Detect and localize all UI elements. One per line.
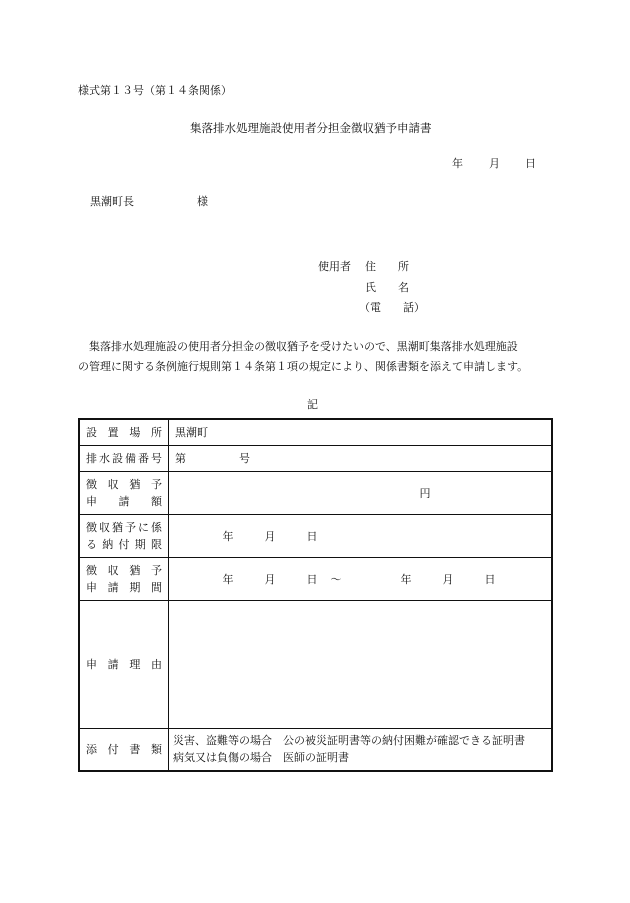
date-year: 年 — [452, 157, 463, 170]
attachments-value-cell — [169, 728, 553, 771]
period-tilde: ～ — [330, 572, 342, 586]
amount-label-line1: 徴収猶予 — [86, 477, 162, 491]
date-day: 日 — [525, 157, 536, 170]
amount-value-cell — [169, 471, 553, 514]
deadline-label-line2: る納付期限 — [86, 537, 162, 551]
equipment-number-value-cell — [169, 445, 553, 471]
applicant-address-label: 住 所 — [365, 260, 409, 273]
form-number: 様式第１３号（第１４条関係） — [78, 84, 232, 97]
location-value-cell — [169, 419, 553, 445]
period-start-year: 年 — [222, 572, 234, 586]
row-location — [79, 419, 552, 445]
row-reason — [79, 600, 552, 728]
attachments-line2: 病気又は負傷の場合 医師の証明書 — [173, 751, 349, 765]
date-month: 月 — [489, 157, 500, 170]
deadline-value-cell — [169, 514, 553, 557]
equipment-number-label: 排水設備番号 — [86, 452, 162, 465]
period-end-year: 年 — [400, 572, 412, 586]
location-value: 黒潮町 — [175, 426, 208, 440]
location-label-cell — [79, 419, 169, 445]
deadline-year: 年 — [222, 529, 234, 543]
body-text-line1: 集落排水処理施設の使用者分担金の徴収猶予を受けたいので、黒潮町集落排水処理施設 — [78, 340, 518, 353]
period-value-cell — [169, 557, 553, 600]
row-attachments — [79, 728, 552, 771]
form-title: 集落排水処理施設使用者分担金徴収猶予申請書 — [190, 121, 432, 135]
attachments-label-cell — [79, 728, 169, 771]
row-amount — [79, 471, 552, 514]
deadline-label-line1: 徴収猶予に係 — [86, 520, 162, 534]
amount-label-line2: 申請額 — [86, 494, 162, 508]
amount-label-cell — [79, 471, 169, 514]
attachments-label: 添付書類 — [86, 743, 162, 757]
reason-label-cell — [79, 600, 169, 728]
equipment-number-suffix: 号 — [239, 452, 250, 465]
addressee-honorific: 様 — [197, 195, 208, 208]
body-text-line2: の管理に関する条例施行規則第１４条第１項の規定により、関係書類を添えて申請します。 — [78, 360, 529, 373]
ki-heading: 記 — [307, 398, 318, 411]
deadline-label-cell — [79, 514, 169, 557]
row-period — [79, 557, 552, 600]
row-payment-deadline — [79, 514, 552, 557]
equipment-number-prefix: 第 — [175, 452, 186, 465]
applicant-name-label: 氏 名 — [365, 281, 409, 294]
period-start-day: 日 — [306, 572, 318, 586]
period-label-line2: 申請期間 — [86, 580, 162, 594]
row-equipment-number — [79, 445, 552, 471]
attachments-line1: 災害、盗難等の場合 公の被災証明書等の納付困難が確認できる証明書 — [173, 734, 525, 748]
period-label-cell — [79, 557, 169, 600]
equipment-number-label-cell — [79, 445, 169, 471]
application-table — [78, 418, 553, 772]
period-end-month: 月 — [442, 572, 454, 586]
reason-label: 申請理由 — [86, 658, 162, 671]
deadline-day: 日 — [306, 529, 318, 543]
amount-unit: 円 — [419, 486, 431, 500]
period-end-day: 日 — [484, 572, 496, 586]
applicant-label: 使用者 — [318, 260, 351, 273]
reason-value-cell — [169, 600, 553, 728]
deadline-month: 月 — [264, 529, 276, 543]
applicant-phone-label: （電 話） — [359, 301, 425, 314]
period-start-month: 月 — [264, 572, 276, 586]
location-label: 設置場所 — [86, 426, 162, 440]
period-label-line1: 徴収猶予 — [86, 563, 162, 577]
addressee-name: 黒潮町長 — [90, 195, 134, 208]
